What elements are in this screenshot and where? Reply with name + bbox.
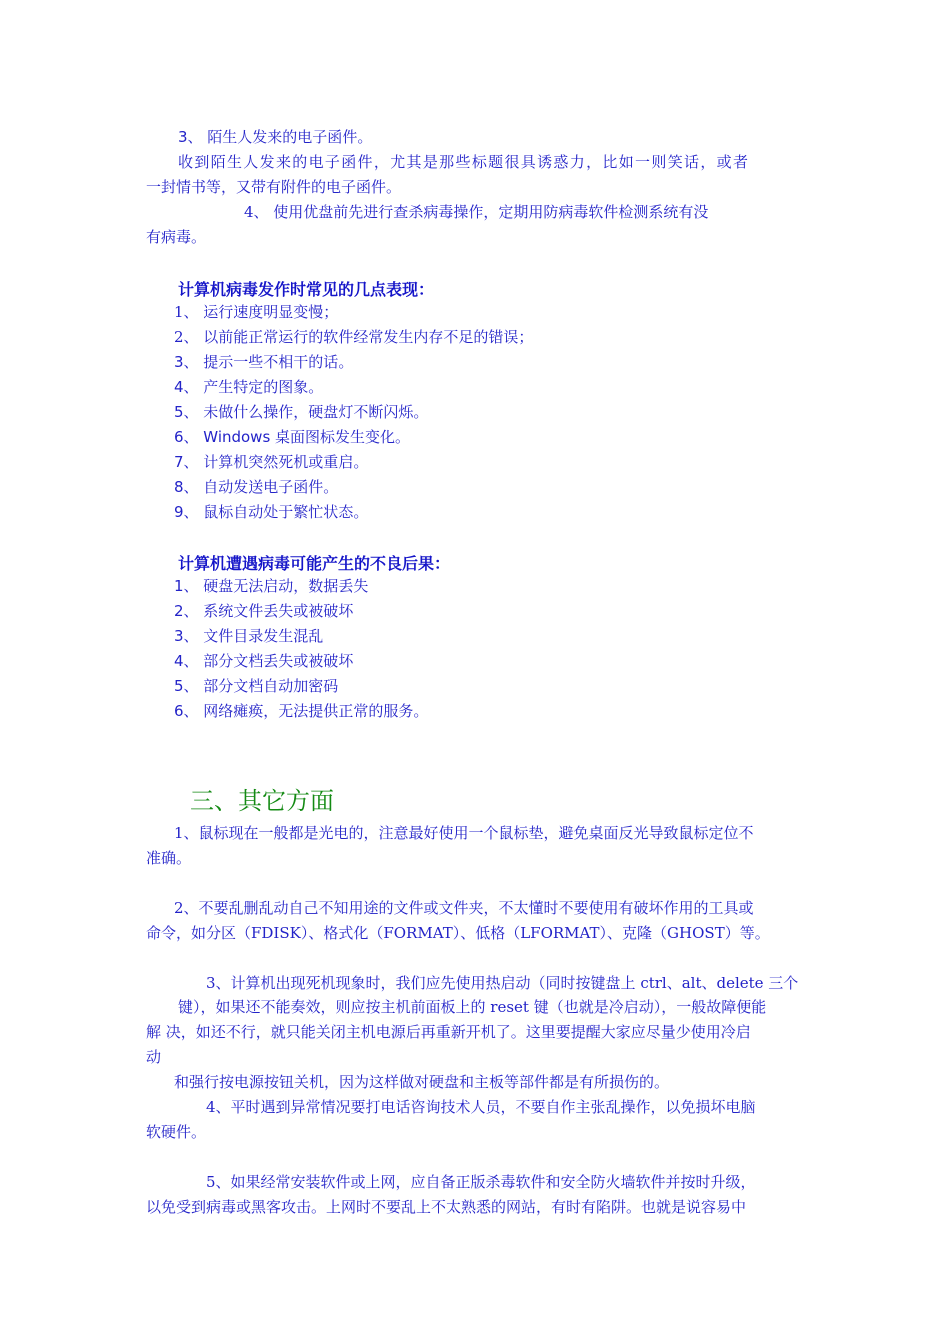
other-p5-line2: 以免受到病毒或黑客攻击。上网时不要乱上不太熟悉的网站，有时有陷阱。也就是说容易中 [146,1198,747,1216]
other-p3-line1: 3、计算机出现死机现象时，我们应先使用热启动（同时按键盘上 ctrl、alt、delete 三个 [206,974,799,992]
other-p5-line1: 5、如果经常安装软件或上网，应自备正版杀毒软件和安全防火墙软件并按时升级， [206,1173,756,1191]
other-p4-line1: 4、平时遇到异常情况要打电话咨询技术人员，不要自作主张乱操作，以免损坏电脑 [206,1098,756,1116]
symptom-item: 1、 运行速度明显变慢； [174,303,339,321]
symptom-item: 9、 鼠标自动处于繁忙状态。 [174,503,369,521]
other-p1-line2: 准确。 [146,849,192,867]
intro-item4-line2: 有病毒。 [146,228,207,246]
symptom-item: 3、 提示一些不相干的话。 [174,353,354,371]
intro-item4-line1: 4、 使用优盘前先进行查杀病毒操作，定期用防病毒软件检测系统有没 [244,203,709,221]
consequence-item: 5、 部分文档自动加密码 [174,677,339,695]
consequence-item: 3、 文件目录发生混乱 [174,627,324,645]
consequences-heading: 计算机遭遇病毒可能产生的不良后果： [178,554,451,573]
symptom-item: 6、 Windows 桌面图标发生变化。 [174,428,411,446]
intro-item3-title: 3、 陌生人发来的电子函件。 [178,128,373,146]
consequence-item: 6、 网络瘫痪，无法提供正常的服务。 [174,702,429,720]
other-p3-line4: 动 [146,1048,162,1066]
symptom-item: 4、 产生特定的图象。 [174,378,324,396]
other-p2-line1: 2、不要乱删乱动自己不知用途的文件或文件夹，不太懂时不要使用有破坏作用的工具或 [174,899,754,917]
intro-item3-line1: 收到陌生人发来的电子函件，尤其是那些标题很具诱惑力，比如一则笑话，或者 [178,153,748,171]
consequence-item: 2、 系统文件丢失或被破坏 [174,602,354,620]
other-p3-line2: 键），如果还不能奏效，则应按主机前面板上的 reset 键（也就是冷启动），一般故障便能 [178,998,767,1016]
symptoms-heading: 计算机病毒发作时常见的几点表现： [178,280,435,299]
symptom-item: 7、 计算机突然死机或重启。 [174,453,369,471]
consequence-item: 4、 部分文档丢失或被破坏 [174,652,354,670]
section-heading: 三、其它方面 [190,787,334,815]
other-p2-line2: 命令，如分区（FDISK）、格式化（FORMAT）、低格（LFORMAT）、克隆（GHOST）等。 [146,924,770,942]
other-p1-line1: 1、鼠标现在一般都是光电的，注意最好使用一个鼠标垫，避免桌面反光导致鼠标定位不 [174,824,754,842]
symptom-item: 2、 以前能正常运行的软件经常发生内存不足的错误； [174,328,534,346]
symptom-item: 8、 自动发送电子函件。 [174,478,339,496]
consequence-item: 1、 硬盘无法启动，数据丢失 [174,577,369,595]
other-p4-line2: 软硬件。 [146,1123,207,1141]
intro-item3-line2: 一封情书等，又带有附件的电子函件。 [146,178,402,196]
other-p3-line3: 解 决，如还不行，就只能关闭主机电源后再重新开机了。这里要提醒大家应尽量少使用冷启 [146,1023,751,1041]
other-p3-line5: 和强行按电源按钮关机，因为这样做对硬盘和主板等部件都是有所损伤的。 [174,1073,670,1091]
symptom-item: 5、 未做什么操作，硬盘灯不断闪烁。 [174,403,429,421]
